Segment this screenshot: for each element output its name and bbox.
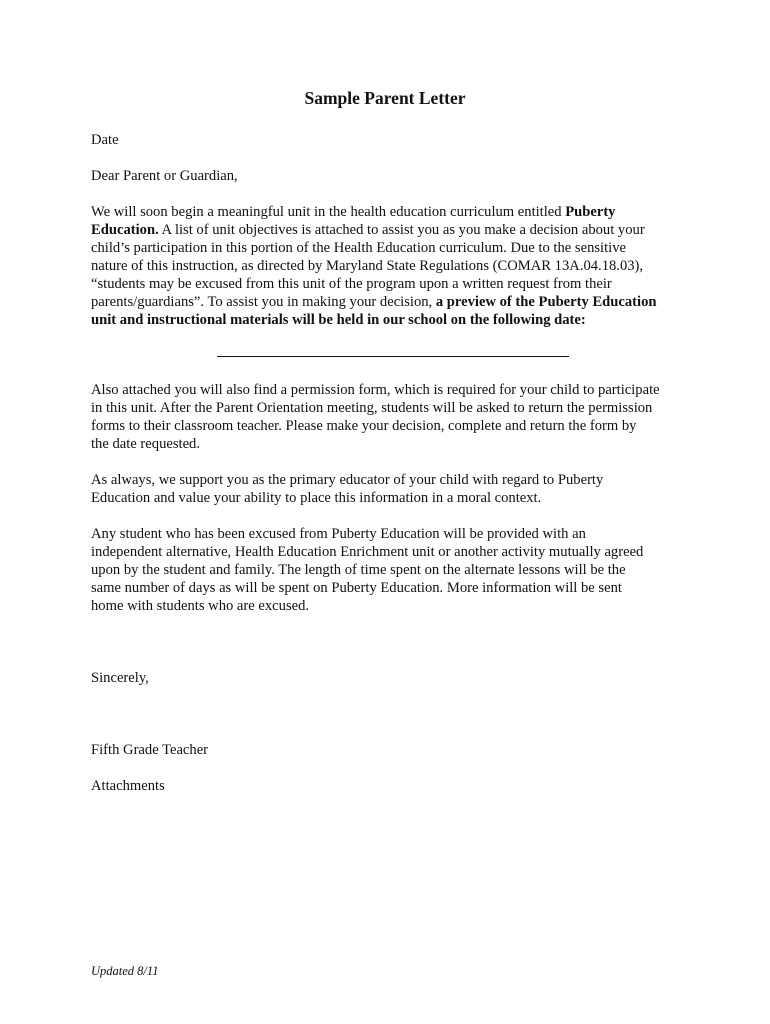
paragraph-line — [91, 221, 691, 239]
date-label: Date — [91, 132, 119, 148]
paragraph-line: same number of days as will be spent on Puberty Education. More information will be sent — [91, 580, 622, 596]
text-span: We will soon begin a meaningful unit in the health education curriculum entitled — [91, 204, 566, 220]
closing: Sincerely, — [91, 670, 149, 686]
footer-updated: Updated 8/11 — [91, 964, 159, 978]
paragraph-line: Any student who has been excused from Puberty Education will be provided with an — [91, 526, 586, 542]
attachments-label: Attachments — [91, 778, 165, 794]
paragraph-intro — [91, 203, 691, 329]
date-blank-line — [217, 356, 569, 357]
bold-text: a preview of the Puberty Education — [435, 294, 657, 310]
paragraph-line: in this unit. After the Parent Orientation meeting, students will be asked to return the permission — [91, 400, 653, 416]
paragraph-line: Also attached you will also find a permission form, which is required for your child to participate — [91, 382, 660, 398]
paragraph-line: unit and instructional materials will be held in our school on the following date: — [91, 312, 586, 328]
text-span: parents/guardians”. To assist you in making your decision, — [91, 294, 436, 310]
paragraph-line: upon by the student and family. The length of time spent on the alternate lessons will be the — [91, 562, 626, 578]
paragraph-support — [91, 471, 691, 507]
signature: Fifth Grade Teacher — [91, 742, 209, 758]
paragraph-excused — [91, 525, 691, 615]
bold-text: Education. — [91, 222, 159, 238]
text-span: A list of unit objectives is attached to assist you as you make a decision about your — [158, 222, 645, 238]
salutation: Dear Parent or Guardian, — [91, 168, 238, 184]
paragraph-line: nature of this instruction, as directed by Maryland State Regulations (COMAR 13A.04.18.03), — [91, 258, 644, 274]
paragraph-line: Education and value your ability to place this information in a moral context. — [91, 490, 542, 506]
bold-text: Puberty — [565, 204, 616, 220]
letter-title: Sample Parent Letter — [304, 88, 466, 108]
paragraph-line: home with students who are excused. — [91, 598, 310, 614]
paragraph-line — [91, 203, 691, 221]
paragraph-line: child’s participation in this portion of the Health Education curriculum. Due to the sensitive — [91, 240, 626, 256]
paragraph-line: “students may be excused from this unit of the program upon a written request from their — [91, 276, 612, 292]
paragraph-line — [91, 293, 691, 311]
paragraph-line: As always, we support you as the primary educator of your child with regard to Puberty — [91, 472, 604, 488]
paragraph-line: forms to their classroom teacher. Please make your decision, complete and return the form by — [91, 418, 637, 434]
paragraph-line: independent alternative, Health Education Enrichment unit or another activity mutually agreed — [91, 544, 644, 560]
paragraph-permission — [91, 381, 691, 453]
paragraph-line: the date requested. — [91, 436, 200, 452]
